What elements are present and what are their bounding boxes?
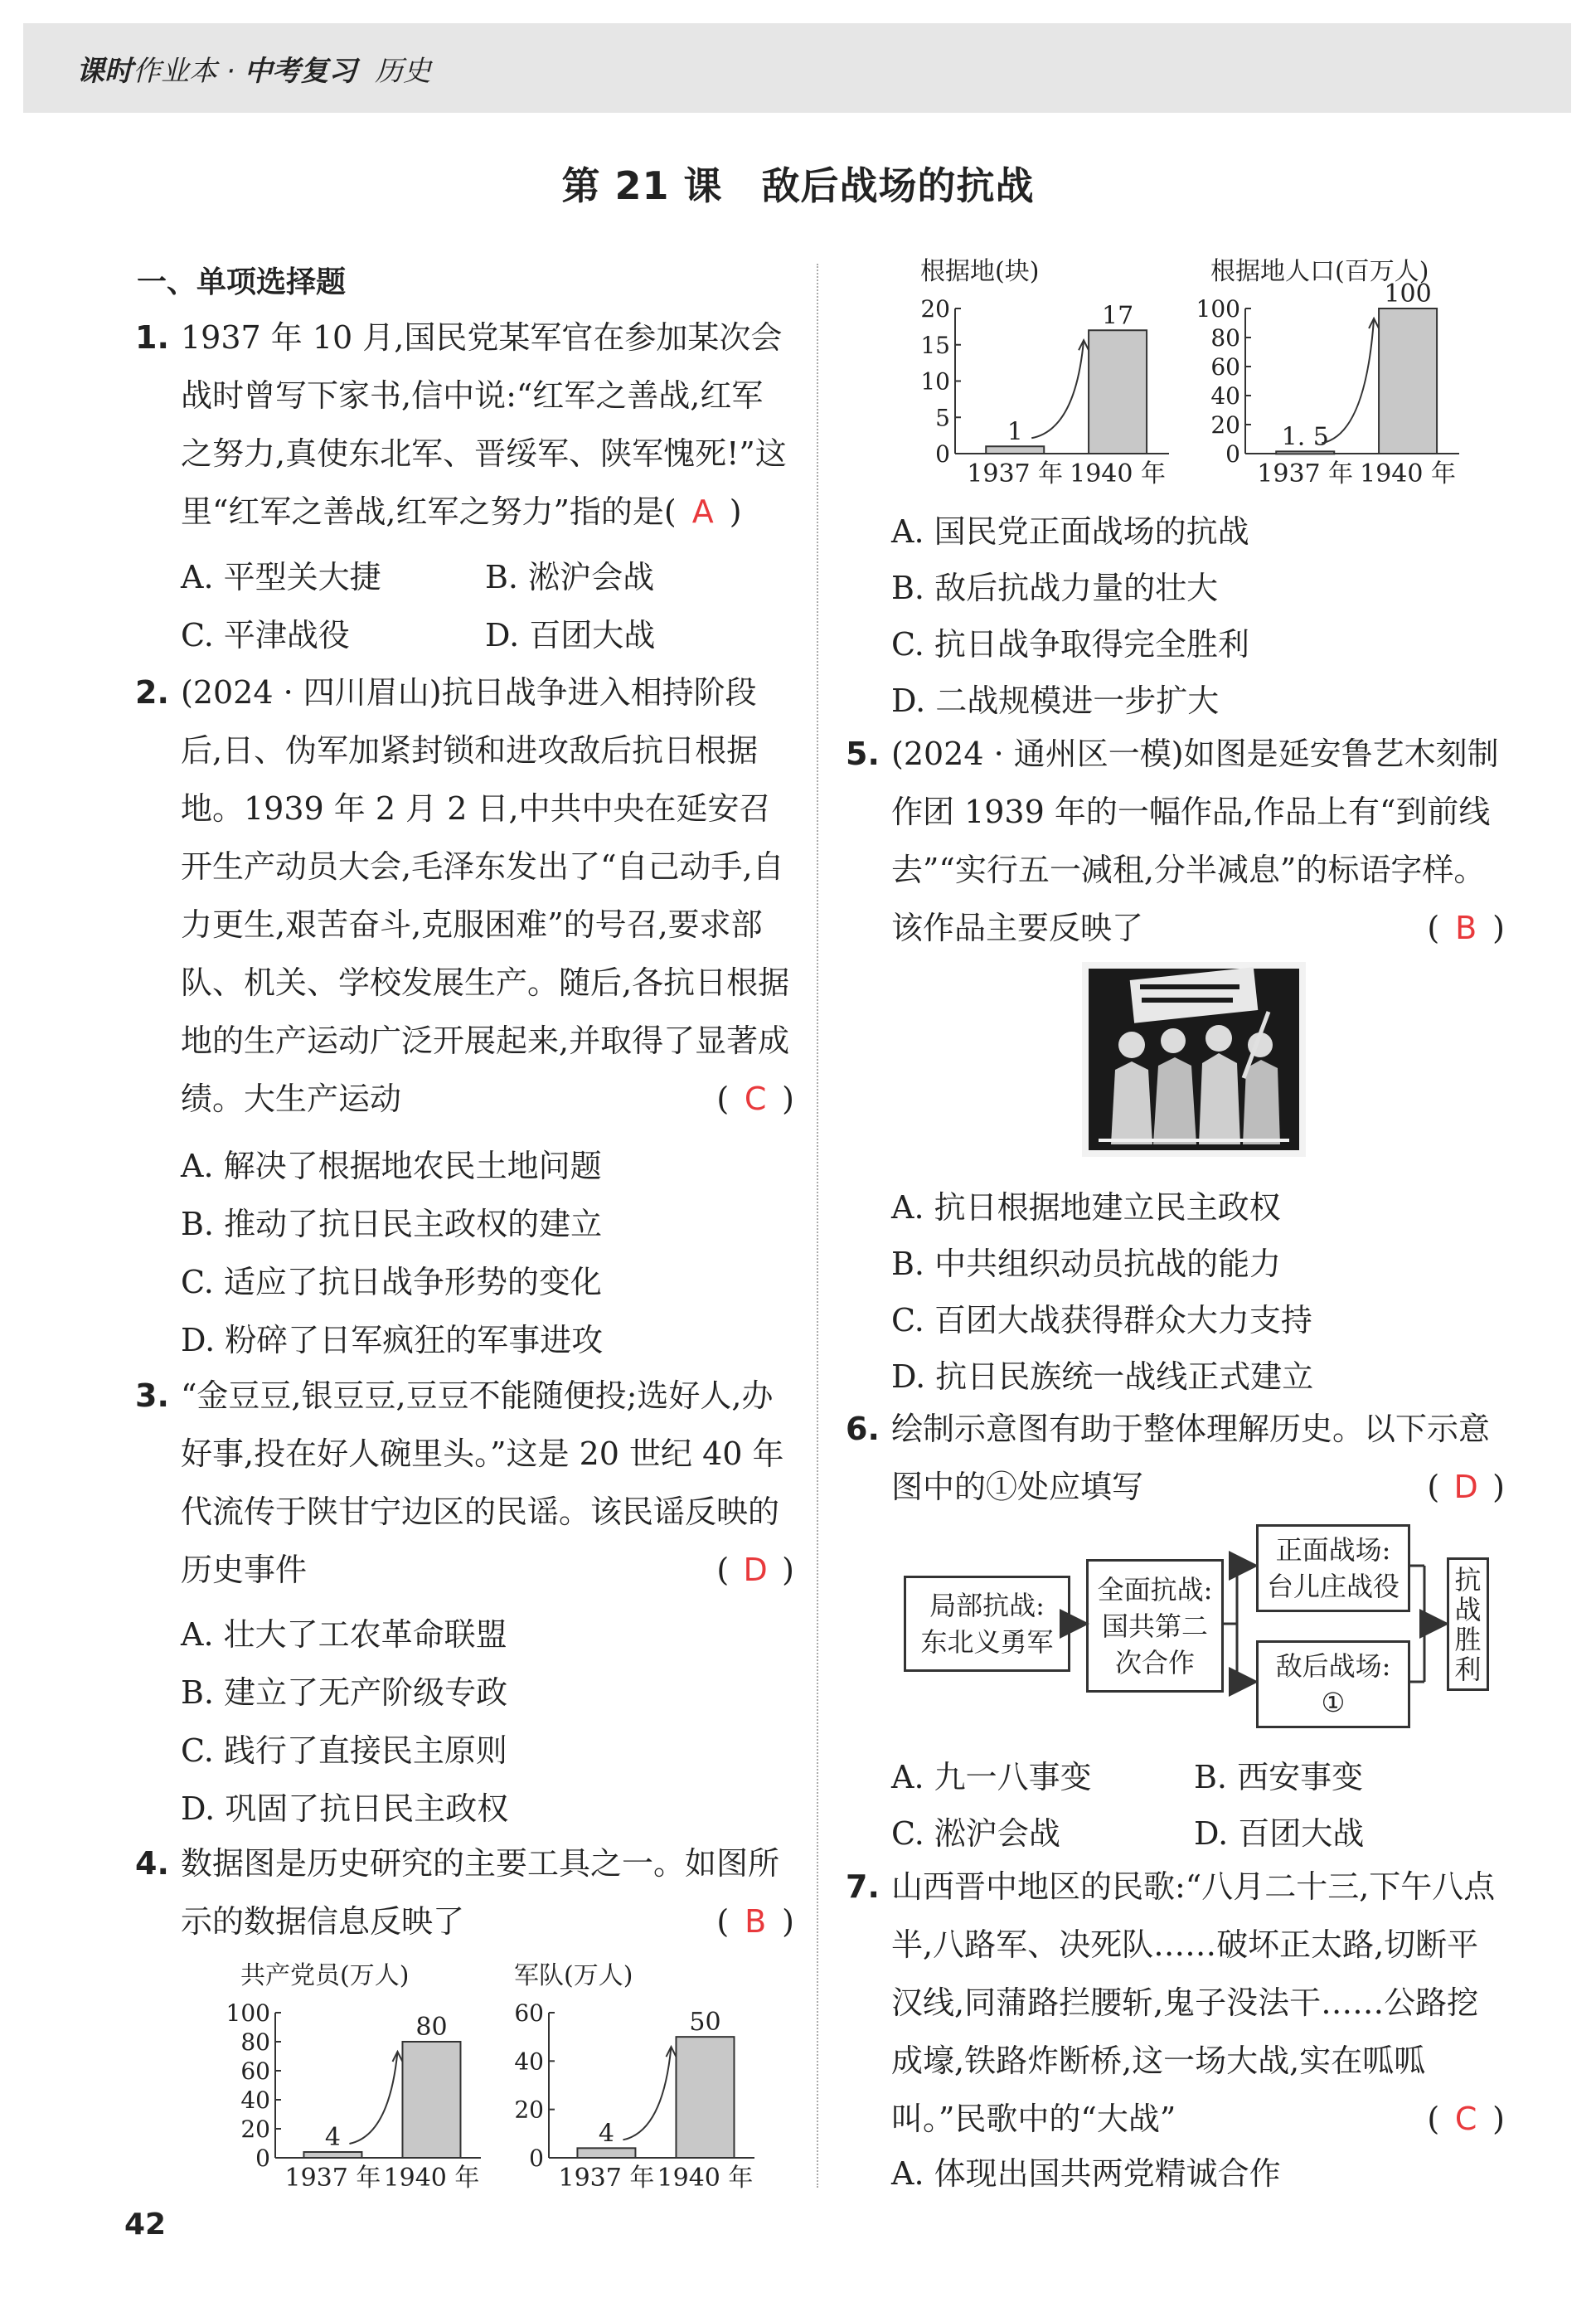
question-stem: “金豆豆,银豆豆,豆豆不能随便投;选好人,办好事,投在好人碗里头。”这是 20 世纪 40 年代流传于陕甘宁边区的民谣。该民谣反映的历史事件 (181, 1377, 784, 1588)
chart-base-population (1194, 253, 1476, 493)
question-number: 4. (135, 1845, 169, 1882)
question-6: 6. 绘制示意图有助于整体理解历史。以下示意图中的①处应填写 ( D ) (891, 1400, 1505, 1516)
y-tick-label: 20 (1210, 411, 1240, 439)
option: A. 九一八事变 (891, 1759, 1092, 1795)
option: B. 建立了无产阶级专政 (181, 1674, 508, 1711)
y-tick-label: 100 (226, 1999, 270, 2027)
header-subject: 历史 (375, 55, 432, 88)
option: C. 适应了抗日战争形势的变化 (181, 1264, 602, 1300)
x-tick-label: 1940 年 (383, 2164, 480, 2193)
question-stem: 山西晋中地区的民歌:“八月二十三,下午八点半,八路军、决死队……破坏正太路,切断平汉线,同蒲路拦腰斩,鬼子没法干……公路挖成壕,铁路炸断桥,这一场大战,实在呱呱叫。”民歌中的“大战” (891, 1868, 1496, 2137)
header-title (76, 48, 431, 89)
header-brand: 课时 (76, 55, 133, 88)
option: C. 践行了直接民主原则 (181, 1732, 507, 1769)
option: B. 敌后抗战力量的壮大 (891, 570, 1219, 606)
question-1 (135, 308, 794, 541)
y-tick-label: 40 (240, 2086, 270, 2114)
y-tick-label: 80 (1210, 324, 1240, 352)
option: A. 解决了根据地农民土地问题 (181, 1148, 602, 1184)
y-tick-label: 20 (514, 2096, 544, 2124)
x-tick-label: 1937 年 (284, 2164, 381, 2193)
option: C. 抗日战争取得完全胜利 (891, 626, 1249, 663)
y-tick-label: 80 (240, 2028, 270, 2056)
data-label: 4 (324, 2123, 341, 2152)
question-number: 7. (846, 1868, 880, 1905)
y-tick-label: 5 (935, 404, 950, 432)
chart-title: 军队(万人) (514, 1961, 633, 1990)
question-stem: 1937 年 10 月,国民党某军官在参加某次会战时曾写下家书,信中说:“红军之善战,红军之努力,真使东北军、晋绥军、陕军愧死!”这里“红军之善战,红军之努力”指的是( (181, 319, 787, 530)
question-number: 5. (846, 736, 880, 772)
question-3: 3. “金豆豆,银豆豆,豆豆不能随便投;选好人,办好事,投在好人碗里头。”这是 20 世纪 40 年代流传于陕甘宁边区的民谣。该民谣反映的历史事件 ( D ) (181, 1367, 794, 1599)
option: D. 粉碎了日军疯狂的军事进攻 (181, 1322, 604, 1358)
answer-bracket: ) (729, 493, 742, 530)
option: D. 百团大战 (485, 617, 656, 653)
flow-box-rear: 敌后战场: ① (1256, 1640, 1410, 1728)
data-label: 50 (689, 2008, 721, 2038)
y-tick-label: 0 (529, 2145, 544, 2172)
option: C. 淞沪会战 (891, 1815, 1060, 1852)
y-tick-label: 60 (514, 1999, 544, 2027)
question-stem: (2024 · 通州区一模)如图是延安鲁艺木刻制作团 1939 年的一幅作品,作品上有“到前线去”“实行五一减租,分半减息”的标语字样。该作品主要反映了 (891, 736, 1499, 946)
option: B. 中共组织动员抗战的能力 (891, 1246, 1282, 1282)
y-tick-label: 0 (255, 2145, 270, 2172)
answer-mark: A (691, 493, 714, 530)
option: B. 西安事变 (1194, 1759, 1364, 1795)
question-5: 5. (2024 · 通州区一模)如图是延安鲁艺木刻制作团 1939 年的一幅作品,作品上有“到前线去”“实行五一减租,分半减息”的标语字样。该作品主要反映了 ( B ) (891, 725, 1505, 957)
data-label: 80 (415, 2013, 448, 2042)
bar (1379, 308, 1437, 454)
bar (577, 2148, 635, 2158)
flow-box-full: 全面抗战: 国共第二 次合作 (1086, 1559, 1224, 1693)
growth-arrow (623, 2047, 671, 2140)
answer-mark: C (744, 1081, 767, 1117)
question-number: 1. (135, 319, 169, 356)
column-divider (817, 264, 818, 2188)
chart-base-areas (904, 253, 1186, 493)
answer-mark: D (1453, 1469, 1478, 1505)
answer-mark: C (1454, 2101, 1477, 2137)
x-tick-label: 1937 年 (558, 2164, 655, 2193)
bar (402, 2042, 460, 2158)
y-tick-label: 0 (935, 440, 950, 468)
page-number: 42 (124, 2208, 167, 2242)
question-7: 7. 山西晋中地区的民歌:“八月二十三,下午八点半,八路军、决死队……破坏正太路,切断平汉线,同蒲路拦腰斩,鬼子没法干……公路挖成壕,铁路炸断桥,这一场大战,实在呱呱叫。”民歌中的“大战” ( C ) (891, 1858, 1505, 2148)
option: A. 抗日根据地建立民主政权 (891, 1189, 1281, 1226)
option: A. 平型关大捷 (181, 559, 381, 595)
x-tick-label: 1937 年 (1257, 459, 1354, 488)
chart-title: 根据地(块) (920, 257, 1040, 286)
question-stem: 数据图是历史研究的主要工具之一。如图所示的数据信息反映了 (181, 1845, 780, 1940)
y-tick-label: 100 (1196, 295, 1240, 323)
growth-arrow (1322, 318, 1374, 443)
option: D. 二战规模进一步扩大 (891, 683, 1220, 719)
option: A. 壮大了工农革命联盟 (181, 1616, 507, 1653)
data-label: 100 (1384, 279, 1432, 308)
question-2: 2. (2024 · 四川眉山)抗日战争进入相持阶段后,日、伪军加紧封锁和进攻敌后抗日根据地。1939 年 2 月 2 日,中共中央在延安召开生产动员大会,毛泽东发出了“自己动手,自力更生,艰苦奋斗,克服困难”的号召,要求部队、机关、学校发展生产。随后,各抗日根据地的生产运动广泛开展起来,并取得了显著成绩。大生产运动 ( C ) (181, 663, 794, 1128)
y-tick-label: 0 (1225, 440, 1240, 468)
header-brand-rest: 作业本 · (133, 55, 245, 88)
chart-army (497, 1957, 771, 2198)
header-series: 中考复习 (244, 55, 357, 88)
chart-title: 共产党员(万人) (240, 1961, 410, 1990)
answer-mark: D (743, 1552, 768, 1588)
option: C. 百团大战获得群众大力支持 (891, 1302, 1312, 1338)
question-stem: 绘制示意图有助于整体理解历史。以下示意图中的①处应填写 (891, 1411, 1491, 1505)
option: B. 淞沪会战 (485, 559, 655, 595)
option: D. 巩固了抗日民主政权 (181, 1790, 509, 1827)
x-tick-label: 1940 年 (1070, 459, 1167, 488)
growth-arrow (349, 2052, 397, 2144)
x-tick-label: 1940 年 (657, 2164, 754, 2193)
flow-box-front: 正面战场: 台儿庄战役 (1256, 1524, 1410, 1612)
data-label: 1. 5 (1281, 422, 1329, 452)
y-tick-label: 15 (920, 331, 950, 359)
flow-box-victory: 抗 战 胜 利 (1447, 1557, 1489, 1691)
y-tick-label: 10 (920, 367, 950, 396)
growth-arrow (1031, 340, 1084, 438)
question-4: 4. 数据图是历史研究的主要工具之一。如图所示的数据信息反映了 ( B ) (181, 1834, 794, 1950)
question-number: 2. (135, 674, 169, 711)
bar (303, 2152, 361, 2158)
y-tick-label: 20 (240, 2116, 270, 2143)
question-number: 6. (846, 1411, 880, 1447)
data-label: 4 (598, 2119, 614, 2149)
y-tick-label: 40 (1210, 382, 1240, 410)
lesson-title: 第 21 课 敌后战场的抗战 (561, 163, 1035, 208)
y-tick-label: 20 (920, 295, 950, 323)
bar (986, 446, 1044, 454)
woodcut-image (1082, 962, 1306, 1157)
y-tick-label: 60 (240, 2057, 270, 2085)
option: B. 推动了抗日民主政权的建立 (181, 1206, 603, 1242)
answer-mark: B (1455, 910, 1477, 946)
y-tick-label: 60 (1210, 353, 1240, 381)
answer-mark: B (745, 1903, 767, 1940)
section-title: 一、单项选择题 (137, 265, 347, 299)
bar (1089, 330, 1147, 454)
data-label: 17 (1101, 301, 1134, 331)
data-label: 1 (1007, 417, 1023, 447)
option: A. 体现出国共两党精诚合作 (891, 2155, 1281, 2192)
flow-arrows (895, 1518, 1509, 1742)
chart-party-members (224, 1957, 497, 2198)
option: D. 抗日民族统一战线正式建立 (891, 1358, 1314, 1395)
bar (1276, 451, 1334, 454)
option: C. 平津战役 (181, 617, 350, 653)
question-number: 3. (135, 1377, 169, 1414)
chart-title: 根据地人口(百万人) (1210, 257, 1429, 286)
option: A. 国民党正面战场的抗战 (891, 513, 1249, 550)
flow-box-local: 局部抗战: 东北义勇军 (904, 1576, 1070, 1672)
x-tick-label: 1940 年 (1360, 459, 1457, 488)
y-tick-label: 40 (514, 2048, 544, 2076)
option: D. 百团大战 (1194, 1815, 1365, 1852)
bar (676, 2037, 734, 2158)
question-stem: (2024 · 四川眉山)抗日战争进入相持阶段后,日、伪军加紧封锁和进攻敌后抗日根据地。1939 年 2 月 2 日,中共中央在延安召开生产动员大会,毛泽东发出了“自己动手,自力更生,艰苦奋斗,克服困难”的号召,要求部队、机关、学校发展生产。随后,各抗日根据地的生产运动广泛开展起来,并取得了显著成绩。大生产运动 (181, 674, 790, 1117)
x-tick-label: 1937 年 (967, 459, 1064, 488)
